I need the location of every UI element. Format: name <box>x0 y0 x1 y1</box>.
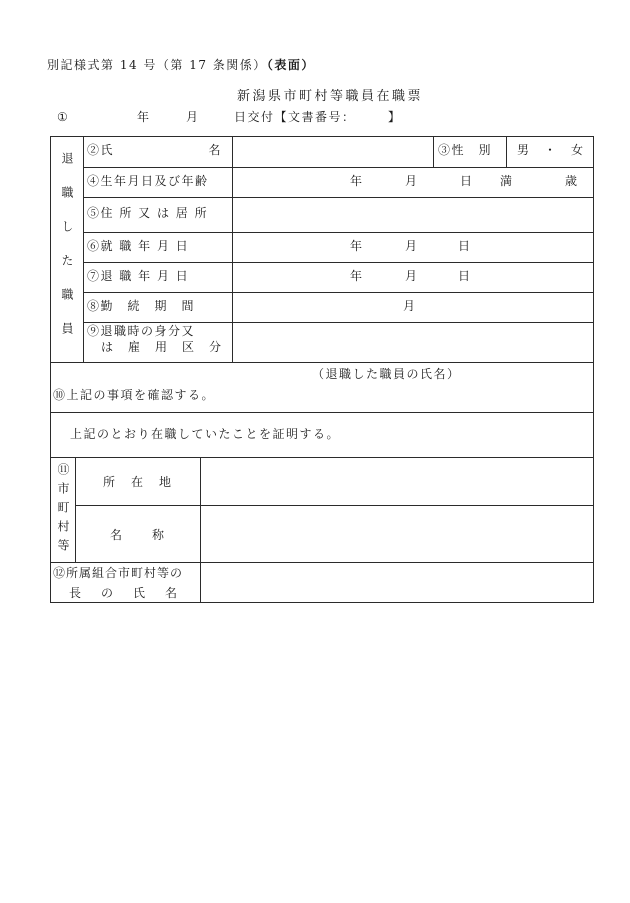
form-number-line <box>47 59 315 72</box>
docnum-close-bracket: 】 <box>388 110 402 124</box>
hire-date-row-label: ⑥就 職 年 月 日 <box>87 239 190 253</box>
age-unit: 歳 <box>565 174 579 188</box>
birthdate-row-label: ④生年月日及び年齢 <box>87 174 209 188</box>
grid-line <box>50 362 594 363</box>
doc-number-field <box>300 109 385 125</box>
retire-year-unit: 年 <box>350 269 364 283</box>
birth-month-unit: 月 <box>405 174 419 188</box>
status-row-label-line2: は 雇 用 区 分 <box>101 340 223 354</box>
birth-year-unit: 年 <box>350 174 364 188</box>
birth-day-unit: 日 <box>460 174 474 188</box>
name-row-label: ②氏 名 <box>87 143 223 157</box>
service-period-row-label: ⑧勤 続 期 間 <box>87 299 196 313</box>
status-field <box>233 323 593 362</box>
location-row-label: 所 在 地 <box>102 475 173 489</box>
sex-label: ③性 別 <box>438 143 493 157</box>
issue-year-label: 年 <box>137 110 151 124</box>
grid-line <box>593 136 594 603</box>
sex-options: 男 ・ 女 <box>517 143 585 157</box>
confirm-statement: ⑩上記の事項を確認する。 <box>53 388 216 402</box>
form-number-label: 別記様式第 14 号（第 17 条関係） <box>47 58 267 72</box>
retire-month-unit: 月 <box>405 269 419 283</box>
hire-year-unit: 年 <box>350 239 364 253</box>
municipality-group-label: ⑪市町村等 <box>56 463 70 558</box>
form-side-label: （表面） <box>266 58 315 72</box>
grid-line <box>433 136 434 167</box>
grid-line <box>83 136 84 362</box>
document-title: 新潟県市町村等職員在職票 <box>237 89 424 104</box>
name-field <box>233 137 433 167</box>
hire-month-unit: 月 <box>405 239 419 253</box>
status-row-label-line1: ⑨退職時の身分又 <box>87 324 196 338</box>
head-name-field <box>201 563 593 602</box>
location-field <box>201 458 593 505</box>
issue-day-docnum-label: 日交付【文書番号： <box>234 110 356 124</box>
address-field <box>233 198 593 232</box>
grid-line <box>50 412 594 413</box>
service-month-unit: 月 <box>403 299 417 313</box>
retired-employee-name-note: （退職した職員の氏名） <box>312 367 461 381</box>
address-row-label: ⑤住 所 又 は 居 所 <box>87 206 209 220</box>
full-age-label: 満 <box>500 174 514 188</box>
municipality-name-field <box>201 506 593 562</box>
head-row-label-line2: 長 の 氏 名 <box>68 585 181 600</box>
retire-day-unit: 日 <box>458 269 472 283</box>
grid-line <box>50 602 594 603</box>
hire-day-unit: 日 <box>458 239 472 253</box>
certify-statement: 上記のとおり在職していたことを証明する。 <box>70 427 341 441</box>
municipality-name-row-label: 名 称 <box>109 527 166 542</box>
head-row-label-line1: ⑫所属組合市町村等の <box>53 566 184 580</box>
retire-date-row-label: ⑦退 職 年 月 日 <box>87 269 190 283</box>
issue-month-label: 月 <box>186 110 200 124</box>
grid-line <box>506 136 507 167</box>
issue-item-number: ① <box>57 110 70 124</box>
retired-employee-group-label: 退職した職員 <box>60 152 74 356</box>
